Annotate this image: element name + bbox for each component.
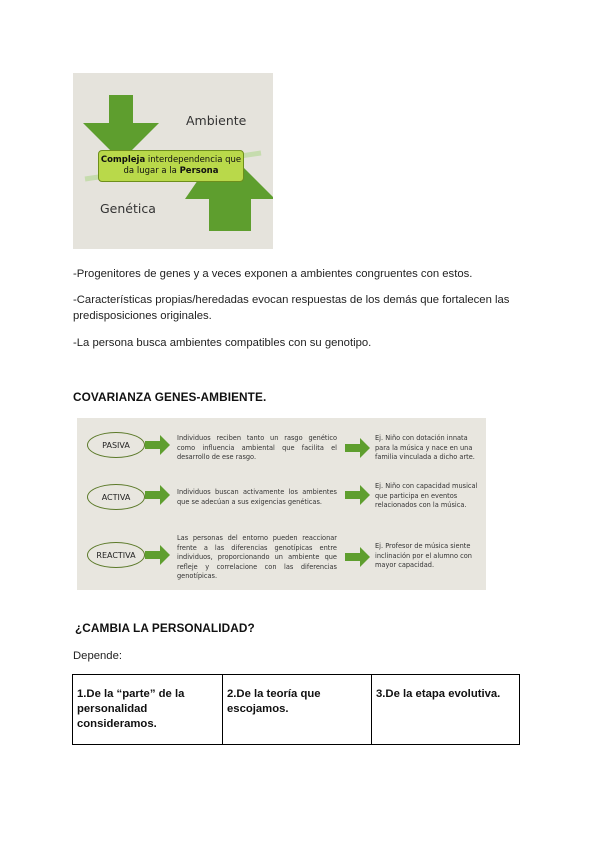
box-text-1: interdependencia que (145, 155, 242, 165)
paragraph-3: -La persona busca ambientes compatibles con su genotipo. (73, 337, 372, 349)
interdependence-figure (73, 73, 273, 249)
arrow-icon (345, 546, 371, 568)
box-bold-1: Compleja (100, 155, 146, 165)
arrow-icon (145, 484, 171, 506)
example-reactiva: Ej. Profesor de música siente inclinación por el alumno con mayor capacidad. (375, 542, 472, 570)
heading-covarianza: COVARIANZA GENES-AMBIENTE. (73, 390, 267, 404)
arrow-icon (145, 434, 171, 456)
table-cell: 2.De la teoría que escojamos. (223, 675, 372, 744)
genetica-label: Genética (100, 201, 156, 216)
covarianza-figure (77, 418, 486, 590)
ambiente-label: Ambiente (186, 113, 247, 128)
depende-table (72, 674, 520, 745)
desc-reactiva: Las personas del entorno pueden reaccionar frente a las diferencias genotípicas entre individuos, proporcionando un ambiente que refleje y correlacione con las diferencias genotípicas. (177, 534, 337, 581)
ellipse-activa: ACTIVA (87, 484, 145, 510)
example-activa: Ej. Niño con capacidad musical que participa en eventos relacionados con la música. (375, 482, 478, 510)
ellipse-pasiva: PASIVA (87, 432, 145, 458)
arrow-icon (345, 437, 371, 459)
arrow-icon (345, 484, 371, 506)
ellipse-reactiva: REACTIVA (87, 542, 145, 568)
arrow-icon (145, 544, 171, 566)
desc-activa: Individuos buscan activamente los ambientes que se adecúan a sus exigencias genéticas. (177, 488, 337, 506)
table-cell: 1.De la “parte” de la personalidad consideramos. (73, 675, 223, 744)
paragraph-2: -Características propias/heredadas evocan respuestas de los demás que fortalecen las predisposiciones originales. (73, 294, 510, 322)
interdependence-box (98, 150, 244, 182)
heading-cambia: ¿CAMBIA LA PERSONALIDAD? (75, 621, 255, 635)
example-pasiva: Ej. Niño con dotación innata para la música y nace en una familia vinculada a dicho arte. (375, 434, 475, 462)
table-cell: 3.De la etapa evolutiva. (376, 688, 501, 700)
desc-pasiva: Individuos reciben tanto un rasgo genético como influencia ambiental que facilita el desarrollo de ese rasgo. (177, 434, 337, 462)
paragraph-1: -Progenitores de genes y a veces exponen a ambientes congruentes con estos. (73, 268, 473, 280)
box-text-2: da lugar a la (123, 166, 180, 176)
box-bold-2: Persona (179, 166, 219, 176)
depende-label: Depende: (73, 650, 122, 662)
